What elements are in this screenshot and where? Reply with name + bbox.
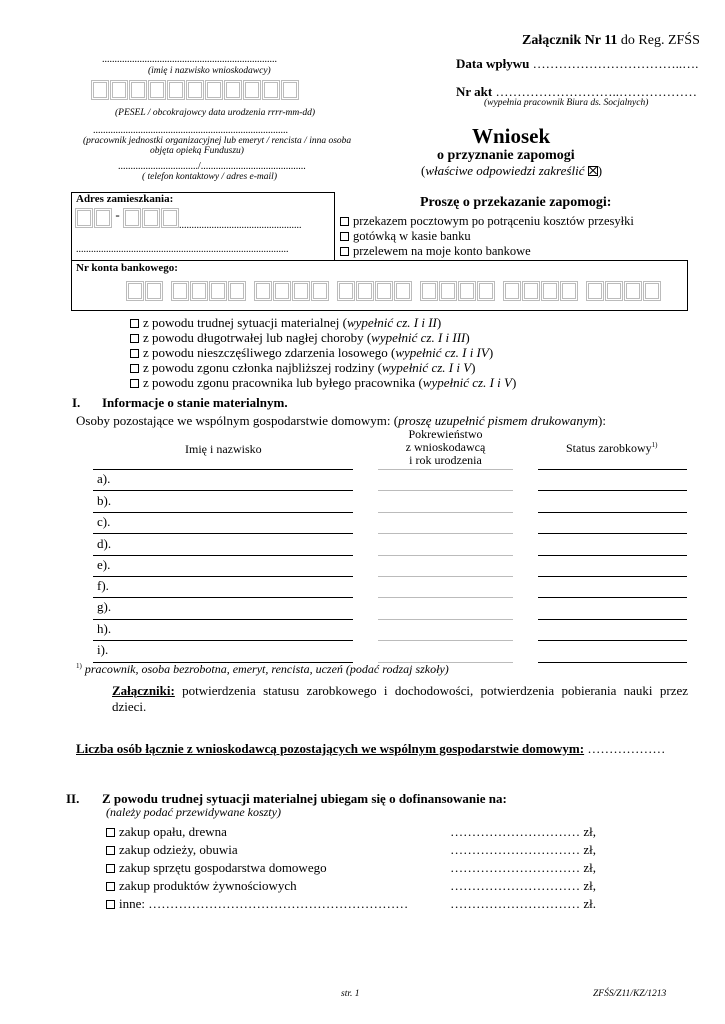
status-line[interactable]	[538, 512, 687, 513]
name-line[interactable]	[93, 555, 353, 556]
annex-regulation: do Reg. ZFŚS	[617, 33, 700, 48]
cost-amount: ………………………… zł,	[450, 842, 596, 857]
checkbox-icon[interactable]	[340, 247, 349, 256]
checkbox-icon[interactable]	[340, 217, 349, 226]
applicant-name-caption: (imię i nazwisko wnioskodawcy)	[148, 66, 271, 76]
form-code: ZFŚS/Z11/KZ/1213	[593, 989, 667, 999]
household-count-dots: ………………	[587, 741, 666, 756]
city-field[interactable]: .................................................	[179, 220, 302, 231]
name-line[interactable]	[93, 533, 353, 534]
checkbox-icon[interactable]	[130, 319, 139, 328]
attachments-label: Załączniki:	[112, 683, 175, 698]
attachments	[112, 683, 688, 715]
relation-line[interactable]	[378, 512, 513, 513]
checkbox-icon[interactable]	[130, 364, 139, 373]
case-number-note: (wypełnia pracownik Biura ds. Socjalnych)	[484, 98, 649, 108]
checkbox-icon[interactable]	[340, 232, 349, 241]
reasons-list	[130, 315, 516, 390]
section-1-title: Informacje o stanie materialnym.	[102, 395, 288, 410]
street-field[interactable]: .....................................................................................	[76, 244, 289, 255]
cost-item-household[interactable]: zakup sprzętu gospodarstwa domowego ………………………… zł,	[106, 859, 596, 877]
relation-line[interactable]	[378, 490, 513, 491]
status-line[interactable]	[538, 576, 687, 577]
reason-financial[interactable]: z powodu trudnej sytuacji materialnej (wypełnić cz. I i II)	[130, 315, 516, 330]
name-line[interactable]	[93, 512, 353, 513]
section-2-title: Z powodu trudnej sytuacji materialnej ubiegam się o dofinansowanie na:	[102, 791, 507, 806]
reason-family-death[interactable]: z powodu zgonu członka najbliższej rodziny (wypełnić cz. I i V)	[130, 360, 516, 375]
case-number-dots: ………………………..………………	[495, 84, 697, 99]
phone-email-field[interactable]: ................................/..........................................	[118, 161, 306, 172]
cost-amount: ………………………… zł.	[450, 896, 596, 911]
date-received-label: Data wpływu	[456, 56, 530, 71]
status-line[interactable]	[538, 640, 687, 641]
transfer-title: Proszę o przekazanie zapomogi:	[420, 195, 612, 210]
postal-code-dash: -	[115, 207, 120, 222]
relation-line[interactable]	[378, 576, 513, 577]
name-line[interactable]	[93, 469, 353, 470]
checked-box-icon	[588, 166, 598, 176]
relation-line[interactable]	[378, 533, 513, 534]
row-label-e: e).	[97, 557, 111, 572]
reason-employee-death[interactable]: z powodu zgonu pracownika lub byłego pracownika (wypełnić cz. I i V)	[130, 375, 516, 390]
row-label-g: g).	[97, 599, 112, 614]
row-label-b: b).	[97, 493, 112, 508]
name-line[interactable]	[93, 619, 353, 620]
status-line[interactable]	[538, 469, 687, 470]
section-2-note: (należy podać przewidywane koszty)	[106, 805, 281, 819]
row-label-i: i).	[97, 642, 109, 657]
checkbox-icon[interactable]	[106, 900, 115, 909]
unit-field[interactable]: ..............................................................................	[93, 125, 288, 136]
form-subtitle: o przyznanie zapomogi	[437, 148, 575, 163]
cost-item-clothing[interactable]: zakup odzieży, obuwia ………………………… zł,	[106, 841, 596, 859]
relation-line[interactable]	[378, 469, 513, 470]
checkbox-icon[interactable]	[106, 864, 115, 873]
relation-line[interactable]	[378, 555, 513, 556]
status-line[interactable]	[538, 662, 687, 663]
annex-number: Załącznik Nr 11	[522, 33, 618, 48]
case-number-label: Nr akt	[456, 84, 493, 99]
household-count[interactable]	[76, 741, 665, 757]
page-number: str. 1	[341, 989, 360, 999]
name-line[interactable]	[93, 597, 353, 598]
checkbox-icon[interactable]	[130, 379, 139, 388]
col-header-relation: Pokrewieństwo z wnioskodawcą i rok urodzenia	[405, 427, 486, 467]
checkbox-icon[interactable]	[106, 828, 115, 837]
date-received-dots: ……………………………..….	[532, 56, 699, 71]
row-label-c: c).	[97, 514, 111, 529]
status-line[interactable]	[538, 533, 687, 534]
col-header-status: Status zarobkowy$^{1)}$	[566, 441, 658, 455]
cost-amount: ………………………… zł,	[450, 860, 596, 875]
transfer-option-postal[interactable]: przekazem pocztowym po potrąceniu kosztów przesyłki	[340, 214, 634, 229]
row-label-a: a).	[97, 471, 111, 486]
footnote: $^{1)}$ pracownik, osoba bezrobotna, emeryt, rencista, uczeń (podać rodzaj szkoły)	[76, 662, 449, 676]
name-line[interactable]	[93, 576, 353, 577]
phone-email-caption: ( telefon kontaktowy / adres e-mail)	[142, 172, 277, 182]
pesel-caption: (PESEL / obcokrajowcy data urodzenia rrrr-mm-dd)	[115, 108, 316, 118]
unit-caption-1: (pracownik jednostki organizacyjnej lub emeryt / rencista / inna osoba	[83, 136, 352, 146]
household-count-label: Liczba osób łącznie z wnioskodawcą pozostających we wspólnym gospodarstwie domowym:	[76, 741, 585, 756]
cost-item-food[interactable]: zakup produktów żywnościowych ………………………… zł,	[106, 877, 596, 895]
col-header-name: Imię i nazwisko	[185, 442, 262, 456]
relation-line[interactable]	[378, 640, 513, 641]
transfer-option-account[interactable]: przelewem na moje konto bankowe	[340, 244, 531, 259]
checkbox-icon[interactable]	[130, 349, 139, 358]
section-1-number: I.	[72, 395, 81, 410]
postal-code-boxes[interactable]	[75, 208, 179, 228]
cost-amount: ………………………… zł,	[450, 824, 596, 839]
applicant-name-field[interactable]: ......................................................................	[102, 54, 277, 65]
form-title: Wniosek	[472, 124, 551, 148]
row-label-h: h).	[97, 621, 112, 636]
unit-caption-2: objęta opieką Funduszu)	[150, 146, 244, 156]
reason-illness[interactable]: z powodu długotrwałej lub nagłej choroby (wypełnić cz. I i III)	[130, 330, 516, 345]
status-line[interactable]	[538, 555, 687, 556]
attachments-text: potwierdzenia statusu zarobkowego i dochodowości, potwierdzenia pobierania nauki przez dzieci.	[112, 683, 689, 714]
status-line[interactable]	[538, 490, 687, 491]
cost-item-other[interactable]: inne: …………………………………………………… ………………………… zł.	[106, 895, 596, 913]
form-instruction-text: właściwe odpowiedzi zakreślić	[425, 163, 585, 178]
section-1-intro: Osoby pozostające we wspólnym gospodarstwie domowym: (proszę uzupełnić pismem drukowanym):	[76, 413, 606, 428]
cost-item-fuel[interactable]: zakup opału, drewna ………………………… zł,	[106, 823, 596, 841]
checkbox-icon[interactable]	[106, 882, 115, 891]
name-line[interactable]	[93, 640, 353, 641]
relation-line[interactable]	[378, 619, 513, 620]
section-2-number: II.	[66, 791, 80, 806]
cost-amount: ………………………… zł,	[450, 878, 596, 893]
bank-account-label: Nr konta bankowego:	[76, 262, 178, 274]
bank-account-boxes[interactable]	[126, 281, 661, 301]
transfer-option-cash[interactable]: gotówką w kasie banku	[340, 229, 471, 244]
checkbox-icon[interactable]	[106, 846, 115, 855]
name-line[interactable]	[93, 490, 353, 491]
address-label: Adres zamieszkania:	[76, 193, 174, 205]
row-label-d: d).	[97, 536, 112, 551]
form-instruction: (właściwe odpowiedzi zakreślić )	[421, 163, 603, 178]
pesel-boxes[interactable]	[91, 80, 299, 100]
status-line[interactable]	[538, 619, 687, 620]
reason-accident[interactable]: z powodu nieszczęśliwego zdarzenia losowego (wypełnić cz. I i IV)	[130, 345, 516, 360]
annex-title	[522, 33, 700, 49]
date-received-field[interactable]	[456, 56, 698, 72]
costs-list	[106, 823, 596, 913]
status-line[interactable]	[538, 597, 687, 598]
row-label-f: f).	[97, 578, 109, 593]
checkbox-icon[interactable]	[130, 334, 139, 343]
relation-line[interactable]	[378, 597, 513, 598]
